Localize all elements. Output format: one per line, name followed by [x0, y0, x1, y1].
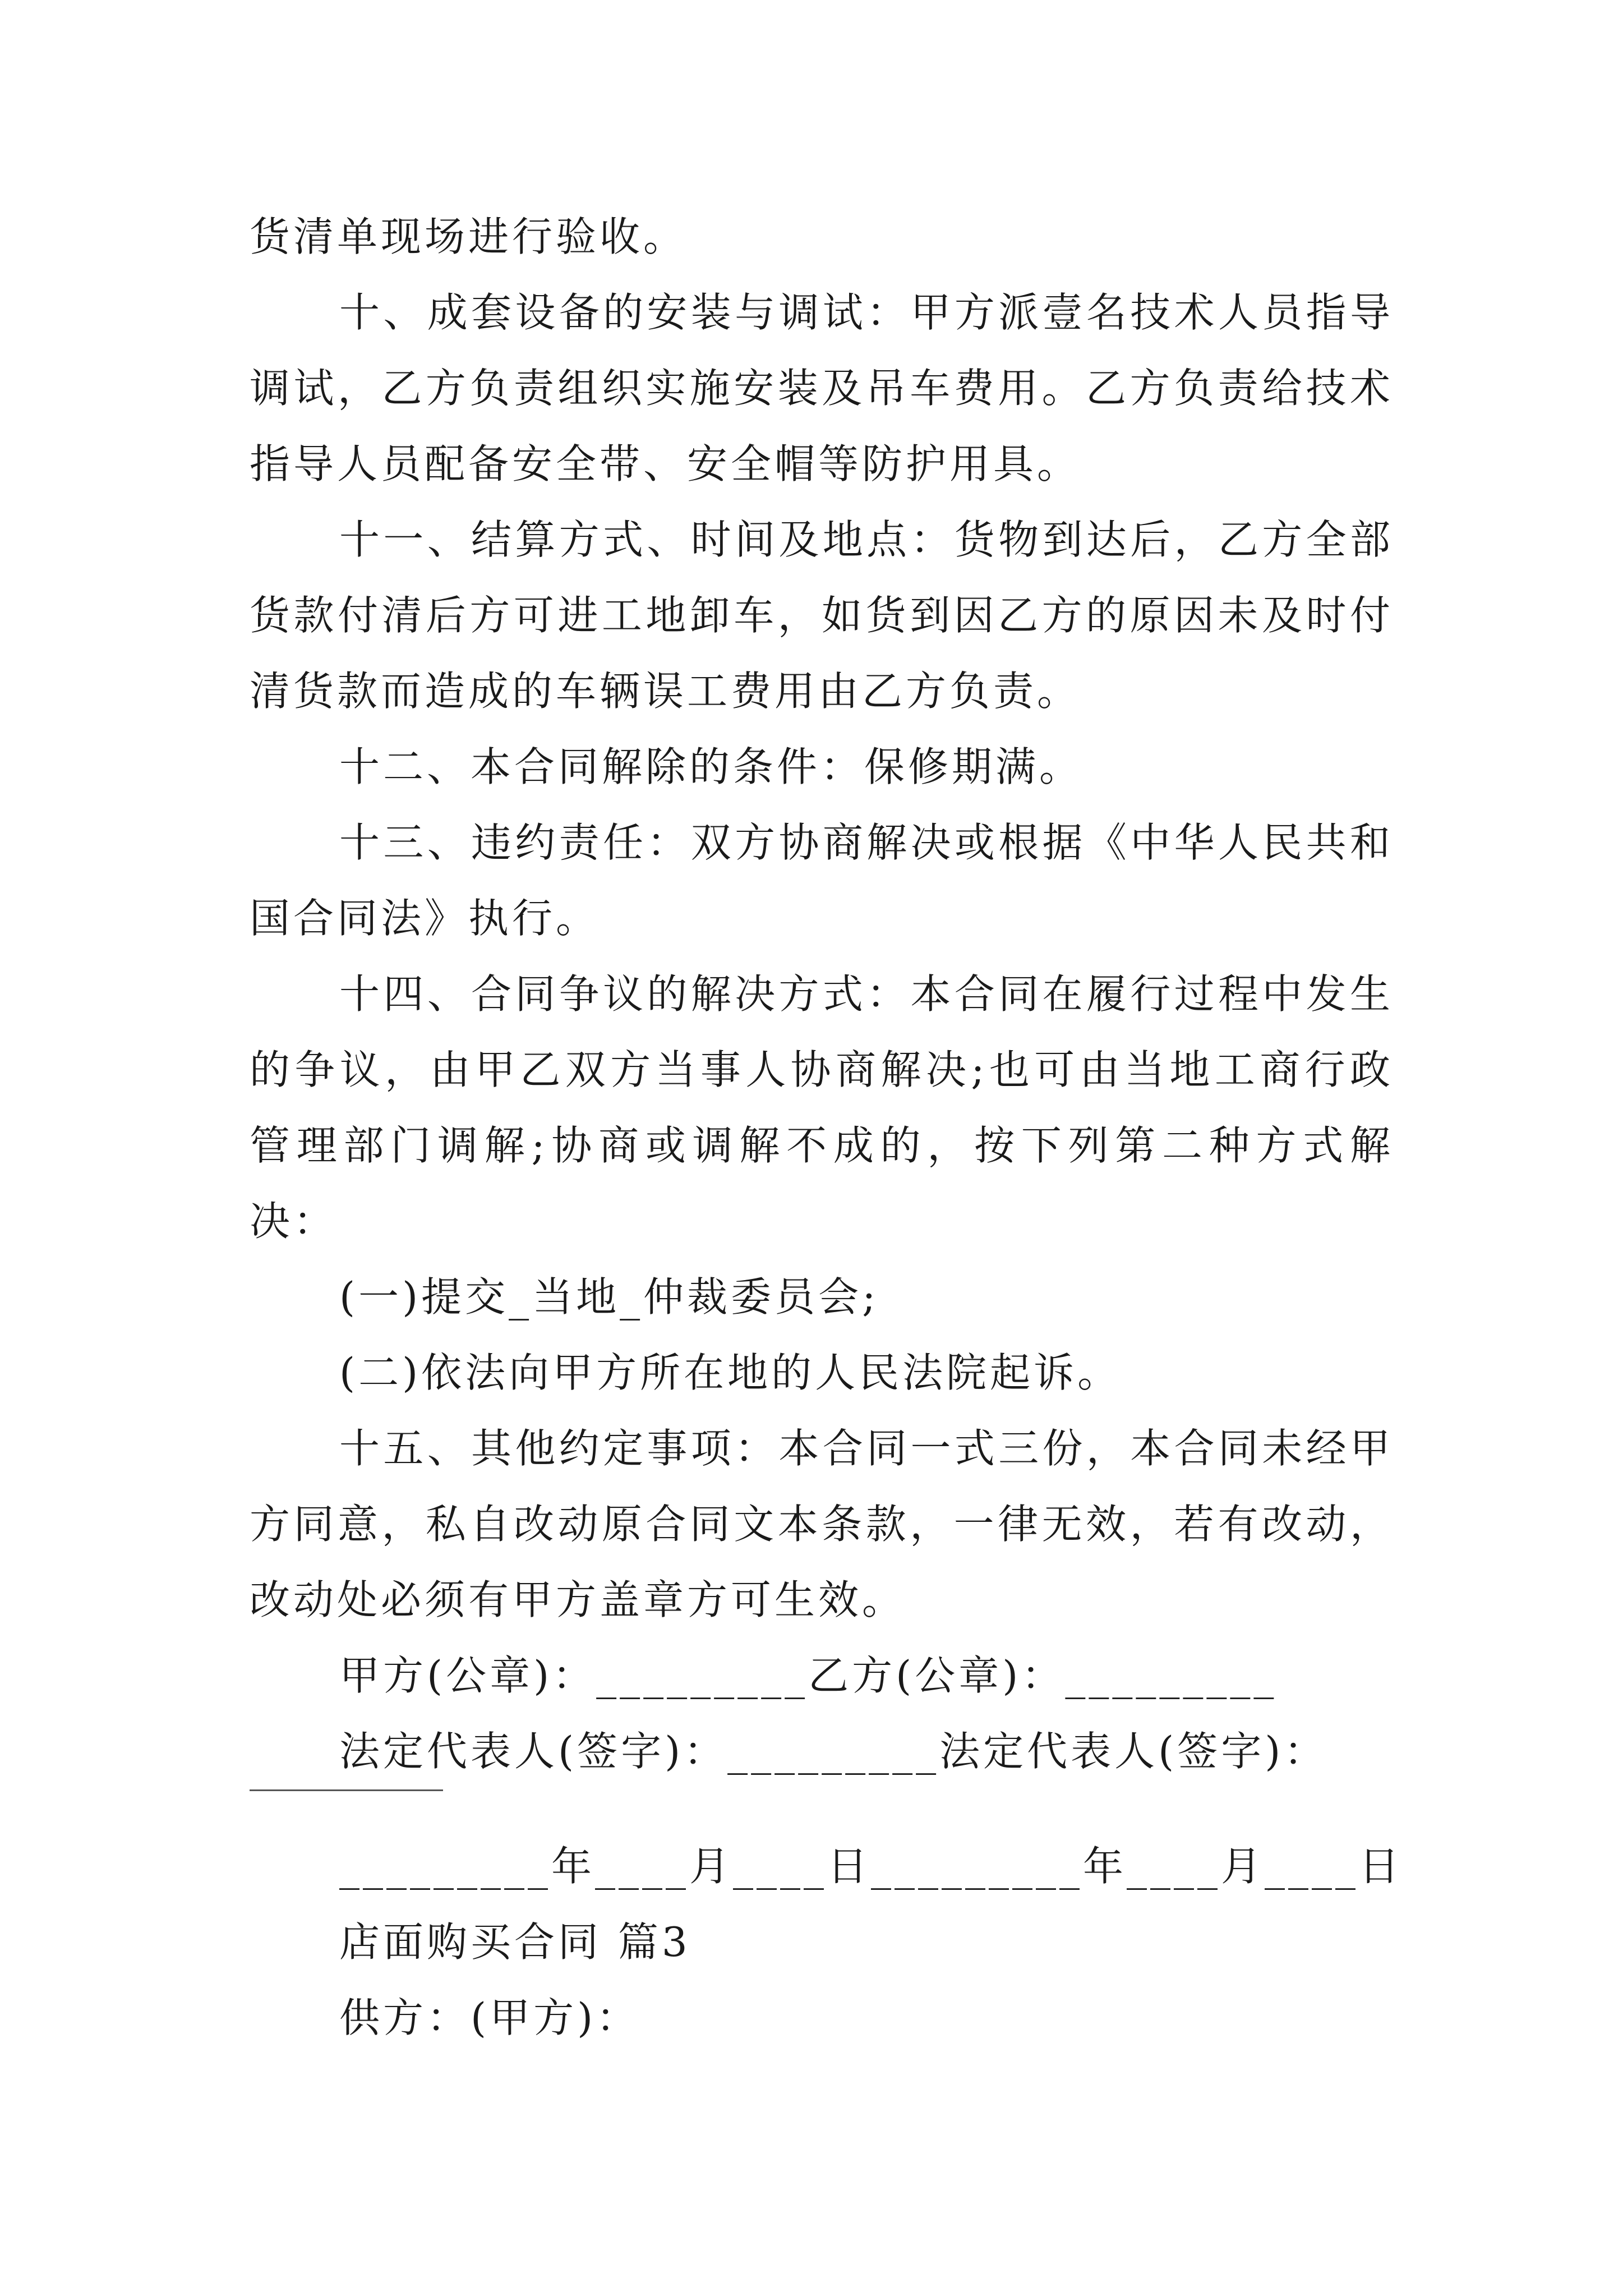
clause-14: 十四、合同争议的解决方式：本合同在履行过程中发生的争议，由甲乙双方当事人协商解决;也可由当地工商行政管理部门调解;协商或调解不成的，按下列第二种方式解决：: [250, 970, 1394, 1245]
paragraph-continuation: 货清单现场进行验收。: [250, 213, 688, 260]
clause-15: 十五、其他约定事项：本合同一式三份，本合同未经甲方同意，私自改动原合同文本条款，一律无效，若有改动，改动处必须有甲方盖章方可生效。: [250, 1425, 1394, 1623]
clause-12: 十二、本合同解除的条件：保修期满。: [339, 743, 1083, 790]
clause-14-option-1: (一)提交_当地_仲裁委员会;: [339, 1273, 879, 1320]
date-line: _________年____月____日_________年____月____日: [339, 1843, 1403, 1890]
section-heading: 店面购买合同 篇3: [339, 1918, 691, 1966]
clause-14-option-2: (二)依法向甲方所在地的人民法院起诉。: [339, 1349, 1122, 1396]
legal-rep-line: 法定代表人(签字)：_________法定代表人(签字)：: [339, 1728, 1328, 1775]
signature-blank-line: [250, 1789, 1394, 1806]
party-seal-line: 甲方(公章)：_________乙方(公章)：_________: [339, 1652, 1278, 1699]
document-body: [250, 199, 1403, 2056]
clause-10: 十、成套设备的安装与调试：甲方派壹名技术人员指导调试，乙方负责组织实施安装及吊车费用。乙方负责给技术指导人员配备安全带、安全帽等防护用具。: [250, 289, 1394, 487]
supplier-line: 供方：(甲方)：: [339, 1994, 640, 2041]
clause-11: 十一、结算方式、时间及地点：货物到达后，乙方全部货款付清后方可进工地卸车，如货到因乙方的原因未及时付清货款而造成的车辆误工费用由乙方负责。: [250, 516, 1394, 715]
clause-13: 十三、违约责任：双方协商解决或根据《中华人民共和国合同法》执行。: [250, 819, 1394, 942]
short-underline: [250, 1789, 443, 1791]
